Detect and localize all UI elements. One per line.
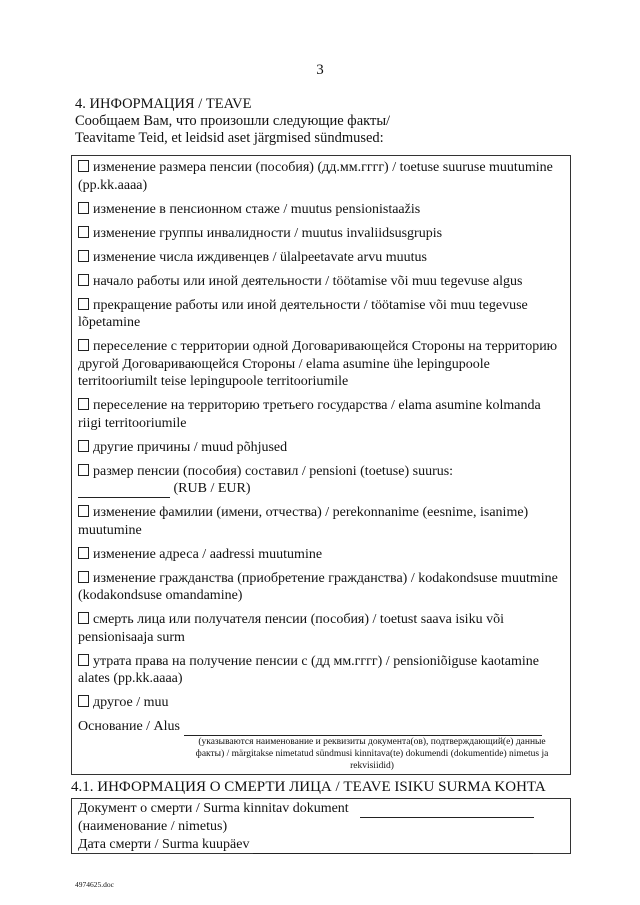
death-doc-row [78,800,564,818]
section-title: 4. ИНФОРМАЦИЯ / TEAVE [75,96,252,112]
fact-label: утрата права на получение пенсии с (дд мм.гггг) / pensioniõiguse kaotamine alates (pp.kk.aaaa) [78,653,540,686]
fact-item [78,273,564,291]
pension-amount-field[interactable] [78,484,170,498]
section-4-header [75,96,575,147]
checkbox[interactable] [78,464,89,476]
checkbox[interactable] [78,298,89,310]
fact-label: изменение размера пенсии (пособия) (дд.мм.гггг) / toetuse suuruse muutumine (pp.kk.aaaa) [78,160,553,193]
file-name-footer: 4974625.doc [75,880,114,889]
fact-label: прекращение работы или иной деятельности / töötamise või muu tegevuse lõpetamine [78,297,528,330]
checkbox[interactable] [78,160,89,172]
basis-label: Основание / Alus [78,719,180,734]
fact-label: смерть лица или получателя пенсии (пособия) / toetust saava isiku või pensionisaaja surm [78,612,504,645]
fact-label: изменение фамилии (имени, отчества) / perekonnanime (eesnime, isanime) muutumine [78,505,529,538]
pension-size-item [78,463,564,498]
fact-label: изменение в пенсионном стаже / muutus pensionistaažis [93,201,421,217]
checkbox[interactable] [78,440,89,452]
fact-label: другие причины / muud põhjused [93,439,288,455]
basis-row [78,718,564,736]
death-doc-label: Документ о смерти / Surma kinnitav dokument [78,801,349,816]
fact-label: изменение гражданства (приобретение гражданства) / kodakondsuse muutmine (kodakondsuse omandamine) [78,570,558,603]
facts-box [71,155,571,775]
death-doc-field[interactable] [360,804,534,818]
death-date-label: Дата смерти / Surma kuupäev [78,837,250,852]
checkbox[interactable] [78,339,89,351]
fact-item [78,338,564,391]
checkbox[interactable] [78,202,89,214]
fact-item [78,570,564,605]
currency-label: (RUB / EUR) [173,481,251,496]
fact-item [78,611,564,646]
fact-label: другое / muu [93,695,169,710]
section-41-title: 4.1. ИНФОРМАЦИЯ О СМЕРТИ ЛИЦА / TEAVE ISIKU SURMA KOHTA [71,779,546,795]
checkbox[interactable] [78,226,89,238]
checkbox[interactable] [78,274,89,286]
fact-item [78,297,564,332]
checkbox[interactable] [78,250,89,262]
basis-field[interactable] [184,722,542,736]
fact-item [78,397,564,432]
checkbox[interactable] [78,571,89,583]
checkbox[interactable] [78,612,89,624]
fact-item [78,694,564,712]
fact-label: изменение числа иждивенцев / ülalpeetavate arvu muutus [93,249,427,265]
checkbox[interactable] [78,547,89,559]
death-info-box [71,798,571,854]
fact-item [78,546,564,564]
page-number: 3 [316,62,324,78]
fact-item [78,504,564,539]
fact-item [78,159,564,194]
death-date-field[interactable] [253,840,533,854]
checkbox[interactable] [78,505,89,517]
pension-size-label: размер пенсии (пособия) составил / pensioni (toetuse) suurus: [93,463,454,479]
intro-line: Сообщаем Вам, что произошли следующие факты/ [75,113,391,129]
checkbox[interactable] [78,695,89,707]
fact-item [78,201,564,219]
checkbox[interactable] [78,654,89,666]
death-doc-sub: (наименование / nimetus) [78,819,228,834]
fact-item [78,225,564,243]
intro-line: Teavitame Teid, et leidsid aset järgmised sündmused: [75,130,384,146]
fact-label: переселение с территории одной Договаривающейся Стороны на территорию другой Договаривающейся Стороны / elama asumine ühe lepingupoole territooriumilt teise lepingupoole territooriumile [78,339,558,389]
fact-item [78,653,564,688]
basis-note: (указываются наименование и реквизиты документа(ов), подтверждающий(е) данные факты) / märgitakse nimetatud sündmusi kinnitava(te) dokumendi (dokumentide) nimetus ja rekvisiidid) [195,736,549,771]
fact-label: начало работы или иной деятельности / töötamise või muu tegevuse algus [93,273,523,289]
checkbox[interactable] [78,398,89,410]
fact-item [78,439,564,457]
fact-label: переселение на территорию третьего государства / elama asumine kolmanda riigi territooriumile [78,398,541,431]
fact-label: изменение адреса / aadressi muutumine [93,546,323,562]
death-date-row [78,836,564,854]
fact-label: изменение группы инвалидности / muutus invaliidsusgrupis [93,225,443,241]
fact-item [78,249,564,267]
